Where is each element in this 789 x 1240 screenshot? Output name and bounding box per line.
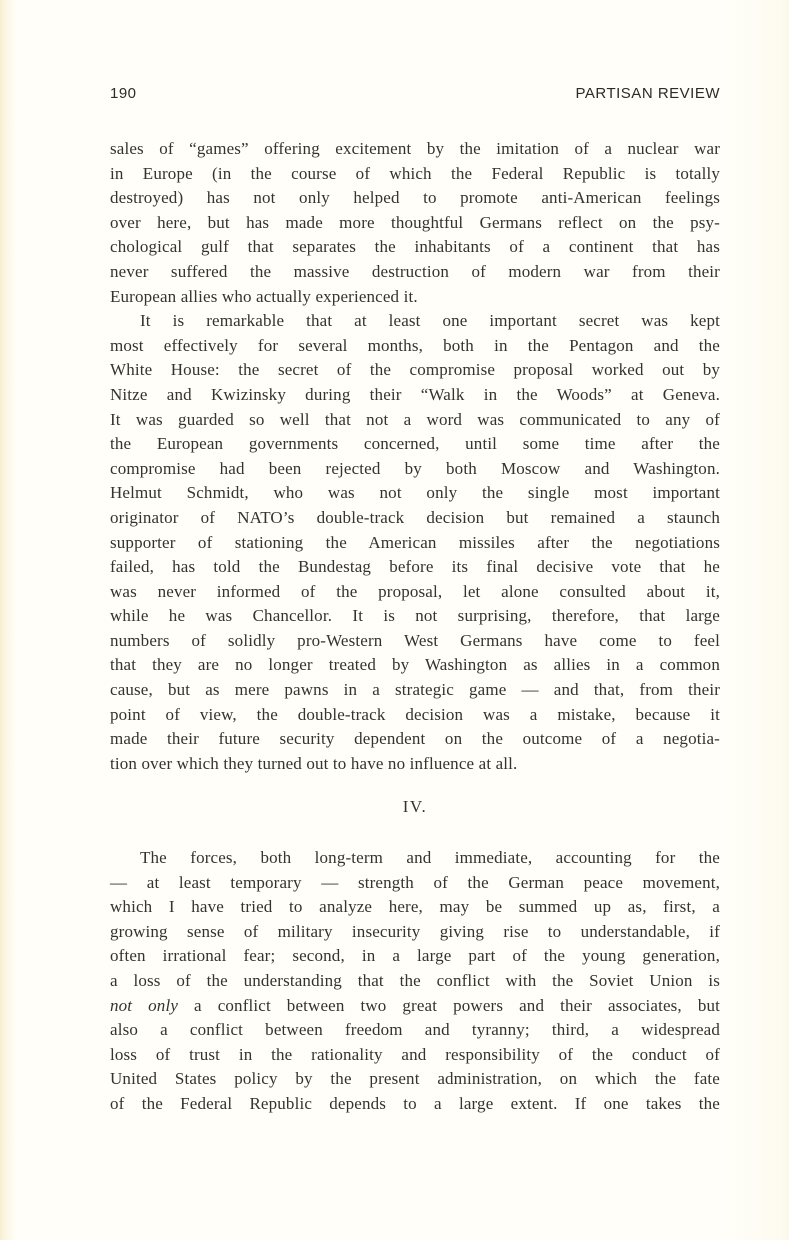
text-line: United States policy by the present administration, on which the fate — [110, 1069, 720, 1089]
text-line: also a conflict between freedom and tyranny; third, a widespread — [110, 1020, 720, 1040]
text-line: was never informed of the proposal, let alone consulted about it, — [110, 581, 720, 601]
text-line: destroyed) has not only helped to promote anti-American feelings — [110, 188, 720, 208]
text-line — [110, 994, 720, 1019]
section-heading: IV. — [402, 797, 428, 817]
text-line: in Europe (in the course of which the Federal Republic is totally — [110, 163, 720, 183]
text-line: White House: the secret of the compromise proposal worked out by — [110, 360, 720, 380]
text-line: compromise had been rejected by both Moscow and Washington. — [110, 458, 720, 478]
text-line: originator of NATO’s double-track decision but remained a staunch — [110, 507, 720, 527]
text-line: which I have tried to analyze here, may be summed up as, first, a — [110, 897, 720, 917]
text-line: — at least temporary — strength of the German peace movement, — [110, 872, 720, 892]
text-line: supporter of stationing the American missiles after the negotiations — [110, 532, 720, 552]
article-body — [110, 137, 720, 1117]
text-line: failed, has told the Bundestag before its final decisive vote that he — [110, 557, 720, 577]
text-line: while he was Chancellor. It is not surprising, therefore, that large — [110, 606, 720, 626]
text-line: most effectively for several months, both in the Pentagon and the — [110, 335, 720, 355]
text-line: a loss of the understanding that the conflict with the Soviet Union is — [110, 971, 720, 990]
text-line: It was guarded so well that not a word was communicated to any of — [110, 409, 720, 429]
text-line: chological gulf that separates the inhabitants of a continent that has — [110, 237, 720, 257]
text-line: made their future security dependent on the outcome of a negotia- — [110, 729, 720, 749]
page-number: 190 — [110, 85, 137, 102]
text-line: point of view, the double-track decision was a mistake, because it — [110, 704, 720, 724]
running-header — [110, 85, 720, 102]
text-line: over here, but has made more thoughtful Germans reflect on the psy- — [110, 212, 720, 232]
text-line: that they are no longer treated by Washington as allies in a common — [110, 655, 720, 675]
paragraph — [110, 137, 720, 309]
text-line: The forces, both long-term and immediate, accounting for the — [140, 848, 720, 868]
text-line: cause, but as mere pawns in a strategic game — and that, from their — [110, 680, 720, 700]
text-line: Nitze and Kwizinsky during their “Walk in the Woods” at Geneva. — [110, 384, 720, 404]
text-line: tion over which they turned out to have no influence at all. — [110, 753, 518, 773]
text-line: the European governments concerned, until some time after the — [110, 434, 720, 454]
text-line: It is remarkable that at least one important secret was kept — [140, 311, 720, 331]
text-line: numbers of solidly pro-Western West Germans have come to feel — [110, 630, 720, 650]
text-line: European allies who actually experienced it. — [110, 286, 418, 306]
paragraph — [110, 309, 720, 776]
emphasis-text: not only — [110, 995, 179, 1015]
text-line: loss of trust in the rationality and responsibility of the conduct of — [110, 1044, 720, 1064]
paragraph — [110, 846, 720, 1117]
text-line: often irrational fear; second, in a large part of the young generation, — [110, 946, 720, 966]
text-line: Helmut Schmidt, who was not only the single most important — [110, 483, 720, 503]
text-segment: a conflict between two great powers and their associates, but — [178, 995, 720, 1015]
text-line: sales of “games” offering excitement by the imitation of a nuclear war — [110, 139, 720, 158]
text-line: never suffered the massive destruction of modern war from their — [110, 261, 720, 281]
text-line: growing sense of military insecurity giving rise to understandable, if — [110, 921, 720, 941]
text-line: of the Federal Republic depends to a large extent. If one takes the — [110, 1093, 720, 1113]
journal-title: PARTISAN REVIEW — [575, 85, 720, 102]
